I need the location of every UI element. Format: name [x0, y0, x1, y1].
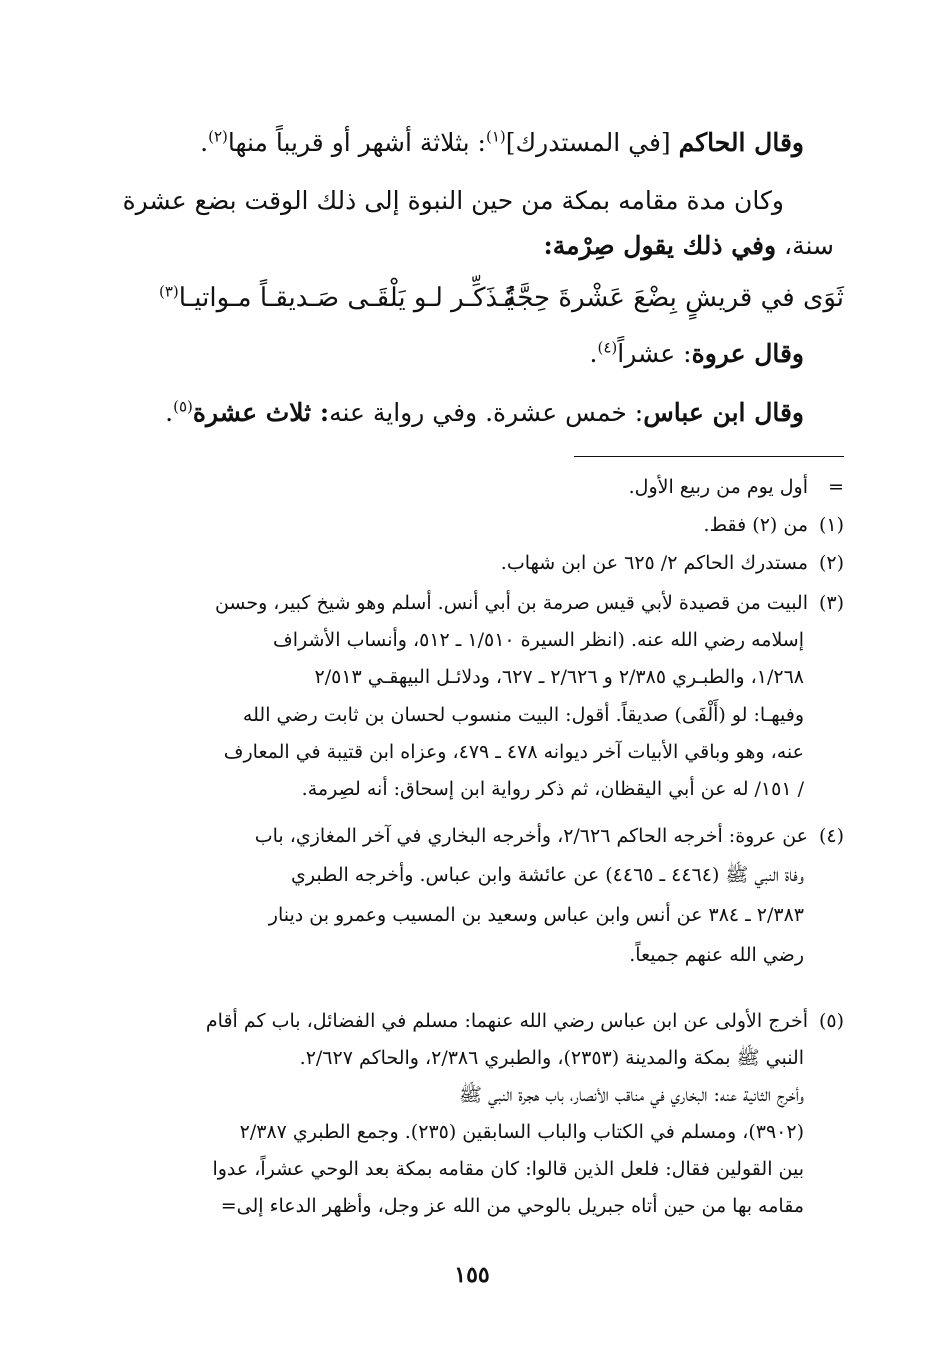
footnote-continuation [629, 472, 844, 502]
footnote-3-line: وفيهـا: لو (أَلْفَى) صديقاً. أقول: البيت منسوب لحسان بن ثابت رضي الله [242, 704, 804, 726]
footnote-2 [501, 548, 844, 578]
p2-sirma-intro: وفي ذلك يقول صِرْمة: [543, 231, 777, 260]
footnote-5-number: (٥) [818, 1010, 844, 1032]
p4-text-1: : خمس عشرة. وفي رواية عنه [329, 398, 644, 427]
footnote-2-text: مستدرك الحاكم ٢/ ٦٢٥ عن ابن شهاب. [500, 552, 808, 574]
footnote-ref-3[interactable]: (٣) [158, 282, 179, 301]
footnote-3-line: عنه، وهو وباقي الأبيات آخر ديوانه ٤٧٨ ـ ٤٧٩، وعزاه ابن قتيبة في المعارف [223, 741, 804, 763]
p2-year-text: سنة، [776, 231, 834, 260]
main-paragraph-1 [200, 126, 804, 160]
footnote-1-text: من (٢) فقط. [703, 514, 808, 536]
hakim-lead: وقال الحاكم [678, 128, 804, 157]
footnote-ref-5[interactable]: (٥) [173, 397, 193, 416]
footnote-3-line: / ١٥١/ له عن أبي اليقظان، ثم ذكر رواية ابن إسحاق: أنه لصِرمة. [301, 778, 804, 800]
hemistich-2-text: يُـذَكِّـر لـو يَلْقَـى صَـديقـاً مـواتيـا [178, 283, 514, 313]
p4-period: . [165, 398, 174, 427]
p3-text: : عشراً [617, 339, 692, 368]
p1-period: . [200, 128, 209, 157]
footnote-5-line: (٣٩٠٢)، ومسلم في الكتاب والباب السابقين (٢٣٥). وجمع الطبري ٢/٣٨٧ [239, 1121, 804, 1143]
p3-period: . [589, 339, 598, 368]
footnote-4 [255, 821, 844, 851]
footnote-ref-2[interactable]: (٢) [208, 127, 228, 146]
footnote-4-line: عن عروة: أخرجه الحاكم ٢/٦٢٦، وأخرجه البخاري في آخر المغازي، باب [254, 825, 808, 847]
footnote-1 [703, 510, 844, 540]
page-number: ١٥٥ [454, 1262, 490, 1288]
footnote-5 [206, 1006, 844, 1036]
footnote-2-number: (٢) [818, 552, 844, 574]
footnote-3-line: ١/٢٦٨، والطبـري ٢/٣٨٥ و ٢/٦٢٦ ـ ٦٢٧، ودلائـل البيهقـي ٢/٥١٣ [314, 666, 804, 688]
footnote-1-number: (١) [818, 514, 844, 536]
footnote-5-line: النبي ﷺ بمكة والمدينة (٢٣٥٣)، والطبري ٢/٣٨٦، والحاكم ٢/٦٢٧. [299, 1047, 804, 1069]
continuation-mark: = [828, 476, 844, 498]
footnote-separator [574, 456, 844, 457]
footnote-3-line: إسلامه رضي الله عنه. (انظر السيرة ١/٥١٠ ـ ٥١٢، وأنساب الأشراف [273, 629, 804, 651]
footnote-3-number: (٣) [818, 592, 844, 614]
footnote-5-line: وأخرج الثانية عنه: البخاري في مناقب الأنصار، باب هجرة النبي ﷺ [458, 1084, 804, 1106]
ibn-abbas-lead: وقال ابن عباس [643, 398, 804, 427]
main-paragraph-4 [165, 396, 804, 430]
footnote-ref-4[interactable]: (٤) [597, 338, 618, 357]
footnote-4-line: رضي الله عنهم جميعاً. [629, 944, 804, 966]
footnote-3-line: البيت من قصيدة لأبي قيس صرمة بن أبي أنس. أسلم وهو شيخ كبير، وحسن [214, 592, 808, 614]
p1-text: : بثلاثة أشهر أو قريباً منها [227, 128, 486, 157]
main-paragraph-2-line-2 [544, 229, 834, 263]
footnote-5-line: مقامه بها من حين أتاه جبريل بالوحي من الله عز وجل، وأظهر الدعاء إلى= [220, 1195, 804, 1217]
main-paragraph-2-line-1: وكان مدة مقامه بمكة من حين النبوة إلى ذلك الوقت بضع عشرة [122, 186, 784, 215]
bracket-text: [في المستدرك] [505, 128, 671, 157]
main-paragraph-3 [590, 337, 804, 371]
verse-hemistich-2 [159, 280, 514, 316]
footnote-3 [215, 588, 844, 618]
footnote-5-line: أخرج الأولى عن ابن عباس رضي الله عنهما: مسلم في الفضائل، باب كم أقام [205, 1010, 808, 1032]
verse-hemistich-1: ثَوَى في قريشٍ بِضْعَ عَشْرةَ حِجَّةً [503, 283, 844, 313]
footnote-ref-1[interactable]: (١) [485, 127, 506, 146]
footnote-4-line: وفاة النبي ﷺ (٤٤٦٤ ـ ٤٤٦٥) عن عائشة وابن عباس. وأخرجه الطبري [291, 864, 804, 886]
p4-text-2: : ثلاث عشرة [192, 398, 330, 427]
footnote-4-line: ٢/٣٨٣ ـ ٣٨٤ عن أنس وابن عباس وسعيد بن المسيب وعمرو بن دينار [268, 904, 804, 926]
footnote-5-line: بين القولين فقال: فلعل الذين قالوا: كان مقامه بمكة بعد الوحي عشراً، عدوا [212, 1158, 804, 1180]
urwa-lead: وقال عروة [691, 339, 804, 368]
continuation-text: أول يوم من ربيع الأول. [628, 476, 808, 498]
footnote-4-number: (٤) [818, 825, 844, 847]
